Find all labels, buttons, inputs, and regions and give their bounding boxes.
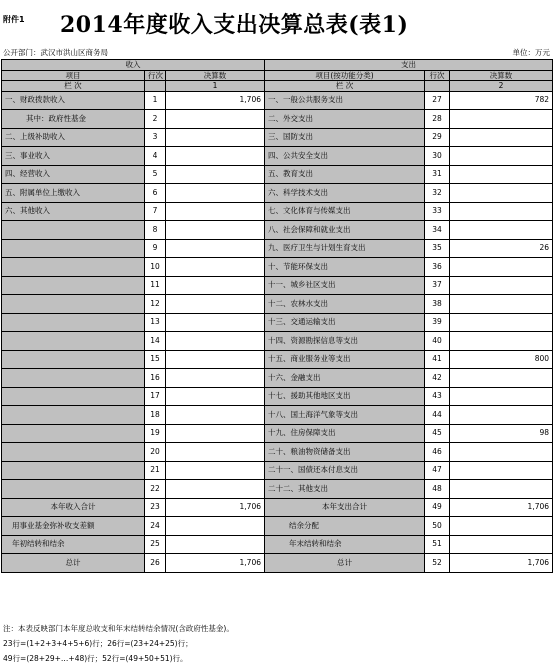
expense-seq-blank [425,81,450,92]
page-title: 2014年度收入支出决算总表(表1) [60,12,409,38]
expense-item-cell: 二十二、其他支出 [265,480,425,499]
expense-item-cell: 四、公共安全支出 [265,147,425,166]
income-amount-cell [166,443,265,462]
table-row [2,406,553,425]
expense-line-cell: 31 [425,165,450,184]
expense-line-cell: 41 [425,350,450,369]
note-line: 23行=(1+2+3+4+5+6)行；26行=(23+24+25)行； [3,639,193,648]
income-line-cell: 17 [145,387,166,406]
income-line-header: 行次 [145,70,166,81]
expense-summary-item: 年末结转和结余 [265,535,425,554]
expense-amount-cell [450,165,553,184]
table-row [2,443,553,462]
income-item-cell: 五、附属单位上缴收入 [2,184,145,203]
table-row [2,258,553,277]
income-item-cell [2,295,145,314]
income-line-cell: 19 [145,424,166,443]
table-row [2,221,553,240]
table-row [2,128,553,147]
income-summary-item: 用事业基金弥补收支差额 [2,517,145,536]
income-line-cell: 5 [145,165,166,184]
expense-line-header: 行次 [425,70,450,81]
income-line-cell: 4 [145,147,166,166]
income-amount-cell [166,239,265,258]
income-amount-cell [166,535,265,554]
income-line-cell: 23 [145,498,166,517]
summary-row [2,517,553,536]
income-amount-cell [166,276,265,295]
expense-amount-cell: 800 [450,350,553,369]
expense-amount-cell: 98 [450,424,553,443]
income-amount-cell [166,165,265,184]
expense-amount-cell [450,517,553,536]
expense-summary-item: 总计 [265,554,425,573]
income-line-cell: 10 [145,258,166,277]
expense-line-cell: 46 [425,443,450,462]
income-section-header: 收入 [2,60,265,71]
income-amount-cell [166,202,265,221]
expense-amount-header: 决算数 [450,70,553,81]
income-item-cell: 一、财政拨款收入 [2,91,145,110]
income-amount-cell [166,387,265,406]
expense-item-cell: 二十、粮油物资储备支出 [265,443,425,462]
expense-line-cell: 37 [425,276,450,295]
expense-line-cell: 27 [425,91,450,110]
income-item-cell [2,406,145,425]
expense-amount-cell [450,480,553,499]
expense-item-cell: 二十一、国债还本付息支出 [265,461,425,480]
expense-line-cell: 29 [425,128,450,147]
income-item-header: 项目 [2,70,145,81]
income-line-cell: 3 [145,128,166,147]
income-line-cell: 6 [145,184,166,203]
expense-amount-cell [450,535,553,554]
expense-line-cell: 34 [425,221,450,240]
attachment-label: 附件1 [3,15,25,24]
expense-line-cell: 40 [425,332,450,351]
table-row [2,369,553,388]
expense-item-cell: 十六、金融支出 [265,369,425,388]
income-amount-cell [166,110,265,129]
expense-amount-cell [450,406,553,425]
table-row [2,165,553,184]
expense-line-cell: 38 [425,295,450,314]
table-row [2,313,553,332]
income-item-cell: 六、其他收入 [2,202,145,221]
expense-item-cell: 十二、农林水支出 [265,295,425,314]
income-line-cell: 16 [145,369,166,388]
table-row [2,276,553,295]
unit-label: 单位：万元 [512,48,550,57]
expense-item-cell: 九、医疗卫生与计划生育支出 [265,239,425,258]
income-item-cell [2,424,145,443]
table-row [2,91,553,110]
expense-item-header: 项目(按功能分类) [265,70,425,81]
table-row [2,202,553,221]
income-amount-header: 决算数 [166,70,265,81]
expense-item-cell: 十三、交通运输支出 [265,313,425,332]
expense-line-cell: 28 [425,110,450,129]
table-row [2,461,553,480]
income-summary-item: 总计 [2,554,145,573]
expense-item-cell: 八、社会保障和就业支出 [265,221,425,240]
income-amount-cell: 1,706 [166,91,265,110]
income-item-cell [2,313,145,332]
summary-row [2,535,553,554]
budget-summary-table [1,59,553,573]
table-row [2,350,553,369]
income-item-cell: 三、事业收入 [2,147,145,166]
expense-item-cell: 十七、援助其他地区支出 [265,387,425,406]
expense-line-cell: 49 [425,498,450,517]
income-item-cell [2,276,145,295]
income-item-cell [2,221,145,240]
expense-item-cell: 十、节能环保支出 [265,258,425,277]
expense-summary-item: 本年支出合计 [265,498,425,517]
income-amount-cell [166,147,265,166]
expense-amount-cell [450,128,553,147]
income-line-cell: 14 [145,332,166,351]
expense-item-cell: 二、外交支出 [265,110,425,129]
expense-item-cell: 十五、商业服务业等支出 [265,350,425,369]
expense-amount-cell [450,332,553,351]
table-row [2,110,553,129]
expense-amount-cell [450,221,553,240]
summary-row [2,498,553,517]
expense-item-cell: 十四、资源勘探信息等支出 [265,332,425,351]
income-seq-number: 1 [166,81,265,92]
expense-amount-cell: 1,706 [450,554,553,573]
income-line-cell: 12 [145,295,166,314]
income-line-cell: 13 [145,313,166,332]
income-amount-cell [166,480,265,499]
expense-line-cell: 50 [425,517,450,536]
income-amount-cell [166,221,265,240]
expense-line-cell: 39 [425,313,450,332]
expense-amount-cell [450,369,553,388]
income-line-cell: 24 [145,517,166,536]
income-item-cell [2,387,145,406]
income-seq-label: 栏 次 [2,81,145,92]
expense-amount-cell [450,461,553,480]
expense-line-cell: 35 [425,239,450,258]
income-item-cell [2,350,145,369]
table-row [2,184,553,203]
expense-line-cell: 33 [425,202,450,221]
expense-line-cell: 51 [425,535,450,554]
expense-amount-cell [450,202,553,221]
table-row [2,295,553,314]
income-line-cell: 18 [145,406,166,425]
expense-line-cell: 42 [425,369,450,388]
expense-line-cell: 32 [425,184,450,203]
income-amount-cell [166,332,265,351]
table-row [2,147,553,166]
income-amount-cell [166,369,265,388]
income-line-cell: 25 [145,535,166,554]
table-row [2,387,553,406]
income-seq-blank [145,81,166,92]
income-line-cell: 20 [145,443,166,462]
expense-seq-label: 栏 次 [265,81,425,92]
income-line-cell: 21 [145,461,166,480]
note-line: 注：本表反映部门本年度总收支和年末结转结余情况(含政府性基金)。 [3,624,234,633]
expense-line-cell: 30 [425,147,450,166]
expense-item-cell: 三、国防支出 [265,128,425,147]
income-line-cell: 1 [145,91,166,110]
income-amount-cell [166,184,265,203]
expense-amount-cell [450,443,553,462]
department-label: 公开部门：武汉市洪山区商务局 [3,48,108,57]
expense-amount-cell: 782 [450,91,553,110]
income-item-cell [2,480,145,499]
expense-amount-cell [450,258,553,277]
expense-amount-cell [450,313,553,332]
income-line-cell: 15 [145,350,166,369]
income-item-cell [2,443,145,462]
income-summary-item: 本年收入合计 [2,498,145,517]
income-line-cell: 22 [145,480,166,499]
table-row [2,239,553,258]
expense-item-cell: 十一、城乡社区支出 [265,276,425,295]
income-amount-cell: 1,706 [166,498,265,517]
income-line-cell: 7 [145,202,166,221]
table-row [2,424,553,443]
income-line-cell: 26 [145,554,166,573]
expense-line-cell: 43 [425,387,450,406]
expense-seq-number: 2 [450,81,553,92]
expense-amount-cell [450,147,553,166]
expense-line-cell: 52 [425,554,450,573]
income-summary-item: 年初结转和结余 [2,535,145,554]
expense-amount-cell [450,110,553,129]
income-amount-cell [166,128,265,147]
expense-item-cell: 五、教育支出 [265,165,425,184]
income-amount-cell [166,350,265,369]
expense-item-cell: 七、文化体育与传媒支出 [265,202,425,221]
income-amount-cell [166,406,265,425]
income-amount-cell [166,461,265,480]
income-amount-cell [166,258,265,277]
income-amount-cell [166,424,265,443]
expense-item-cell: 十九、住房保障支出 [265,424,425,443]
income-item-cell: 四、经营收入 [2,165,145,184]
income-line-cell: 2 [145,110,166,129]
income-amount-cell [166,295,265,314]
notes-block [3,621,234,666]
table-row [2,332,553,351]
expense-amount-cell [450,387,553,406]
summary-row [2,554,553,573]
expense-amount-cell [450,184,553,203]
income-amount-cell [166,517,265,536]
expense-summary-item: 结余分配 [265,517,425,536]
expense-item-cell: 六、科学技术支出 [265,184,425,203]
income-amount-cell [166,313,265,332]
expense-line-cell: 47 [425,461,450,480]
income-amount-cell: 1,706 [166,554,265,573]
expense-line-cell: 44 [425,406,450,425]
income-item-cell: 其中：政府性基金 [2,110,145,129]
income-line-cell: 8 [145,221,166,240]
expense-line-cell: 36 [425,258,450,277]
expense-item-cell: 十八、国土海洋气象等支出 [265,406,425,425]
income-line-cell: 11 [145,276,166,295]
table-row [2,480,553,499]
income-line-cell: 9 [145,239,166,258]
expense-item-cell: 一、一般公共服务支出 [265,91,425,110]
expense-amount-cell [450,276,553,295]
income-item-cell [2,461,145,480]
expense-amount-cell: 26 [450,239,553,258]
expense-amount-cell [450,295,553,314]
note-line: 49行=(28+29+…+48)行；52行=(49+50+51)行。 [3,654,188,663]
income-item-cell [2,258,145,277]
income-item-cell [2,332,145,351]
expense-line-cell: 45 [425,424,450,443]
expense-section-header: 支出 [265,60,553,71]
income-item-cell [2,369,145,388]
income-item-cell: 二、上级补助收入 [2,128,145,147]
expense-amount-cell: 1,706 [450,498,553,517]
income-item-cell [2,239,145,258]
expense-line-cell: 48 [425,480,450,499]
